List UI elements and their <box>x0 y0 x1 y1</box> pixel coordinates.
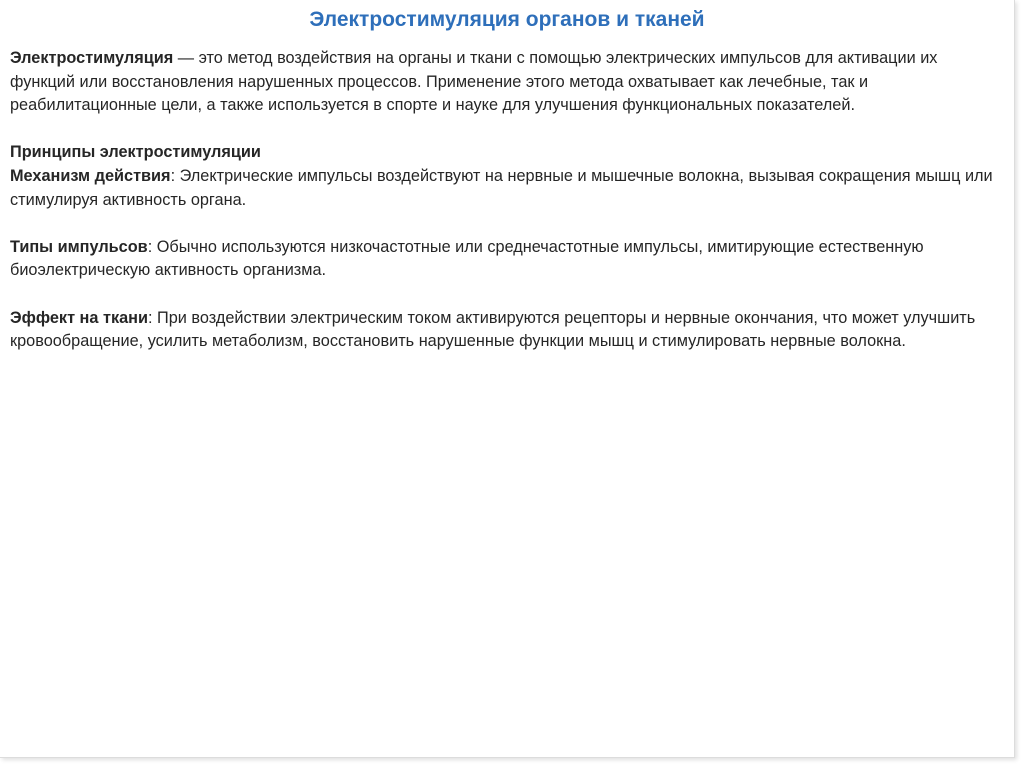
pulse-types-paragraph <box>10 236 995 283</box>
principles-heading: Принципы электростимуляции <box>10 143 261 162</box>
spacer <box>10 212 995 236</box>
mechanism-term: Механизм действия <box>10 166 171 185</box>
mechanism-text: : Электрические импульсы воздействуют на нервные и мышечные волокна, вызывая сокращения мышц или стимулируя активность органа. <box>10 166 993 209</box>
intro-paragraph <box>10 47 995 118</box>
pulse-types-term: Типы импульсов <box>10 237 148 256</box>
intro-term: Электростимуляция <box>10 49 174 67</box>
slide-content <box>10 47 995 354</box>
slide-title: Электростимуляция органов и тканей <box>309 8 705 31</box>
tissue-effect-text: : При воздействии электрическим током активируются рецепторы и нервные окончания, что может улучшить кровообращение, усилить метаболизм, восстановить нарушенные функции мышц и стимулировать нервные волокна. <box>10 308 976 351</box>
tissue-effect-term: Эффект на ткани <box>10 308 148 327</box>
spacer <box>10 283 995 307</box>
pulse-types-text: : Обычно используются низкочастотные или среднечастотные импульсы, имитирующие естественную биоэлектрическую активность организма. <box>10 237 924 280</box>
spacer <box>10 118 995 142</box>
intro-text: — это метод воздействия на органы и ткани с помощью электрических импульсов для активации их функций или восстановления нарушенных процессов. Применение этого метода охватывает как лечебные, так и реабилитационные цели, а также используется в спорте и науке для улучшения функциональных показателей. <box>10 49 938 115</box>
mechanism-paragraph <box>10 165 995 212</box>
tissue-effect-paragraph <box>10 307 995 354</box>
